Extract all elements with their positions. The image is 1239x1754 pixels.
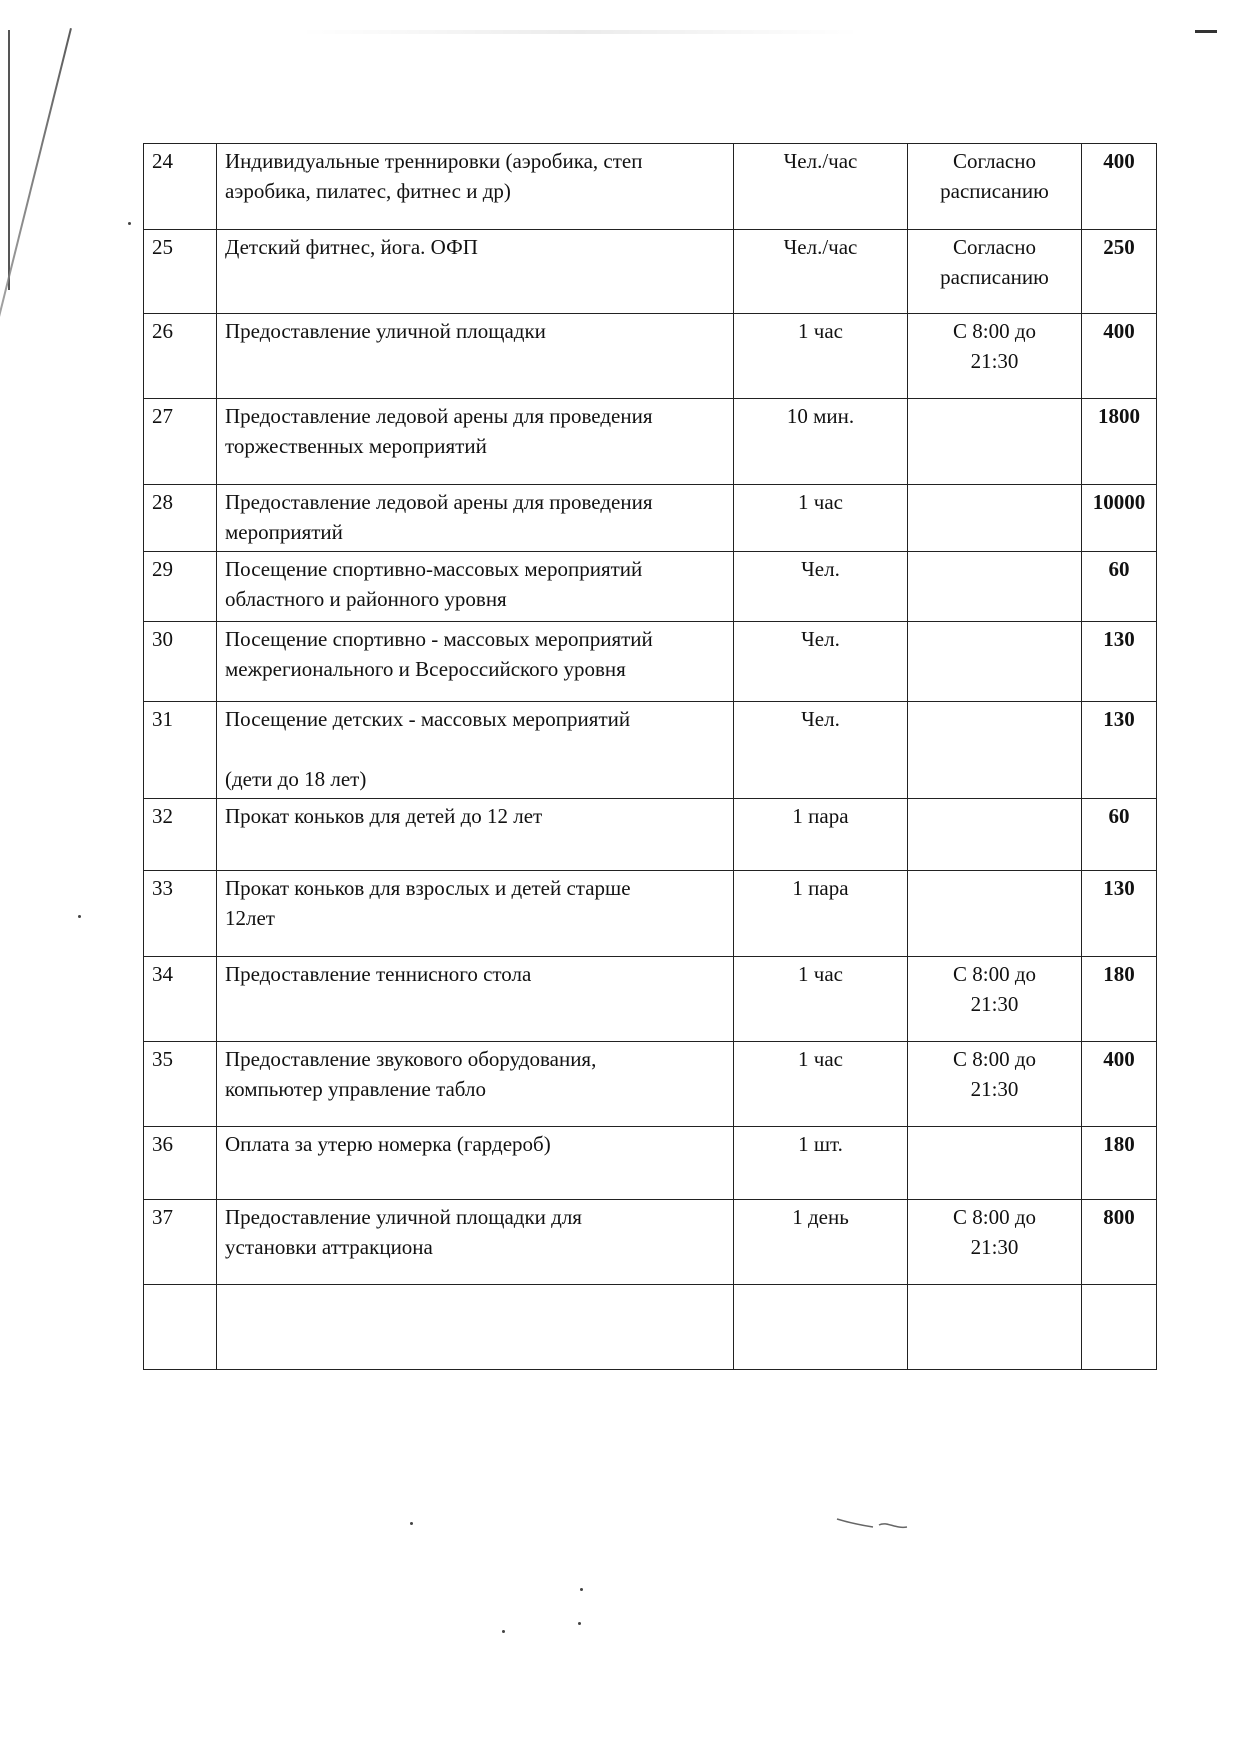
service-name: Предоставление ледовой арены для проведения торжественных мероприятий: [217, 399, 734, 485]
unit: 1 день: [734, 1200, 908, 1285]
service-name: Посещение детских - массовых мероприятий (дети до 18 лет): [217, 702, 734, 799]
price: 400: [1082, 314, 1157, 399]
table-row: [144, 1200, 1157, 1285]
service-name: Предоставление ледовой арены для проведения мероприятий: [217, 485, 734, 552]
table-row: [144, 1042, 1157, 1127]
scan-speck: [128, 222, 131, 225]
unit: Чел.: [734, 622, 908, 702]
schedule: Согласно расписанию: [908, 144, 1082, 230]
scan-diagonal-artifact: [0, 28, 72, 358]
row-number: 34: [144, 957, 217, 1042]
price: 180: [1082, 957, 1157, 1042]
schedule: [908, 871, 1082, 957]
table-row: [144, 144, 1157, 230]
schedule: С 8:00 до 21:30: [908, 1200, 1082, 1285]
unit: 1 час: [734, 957, 908, 1042]
service-name: Посещение спортивно-массовых мероприятий областного и районного уровня: [217, 552, 734, 622]
schedule: [908, 702, 1082, 799]
scan-top-shadow: [300, 30, 860, 34]
row-number: 24: [144, 144, 217, 230]
price: 60: [1082, 552, 1157, 622]
schedule: [908, 552, 1082, 622]
price: 60: [1082, 799, 1157, 871]
row-number: 37: [144, 1200, 217, 1285]
scan-speck: [502, 1630, 505, 1633]
table-row: [144, 702, 1157, 799]
unit: 1 час: [734, 1042, 908, 1127]
schedule: [908, 399, 1082, 485]
price: 10000: [1082, 485, 1157, 552]
row-number: 28: [144, 485, 217, 552]
table-row: [144, 314, 1157, 399]
scan-speck: [578, 1622, 581, 1625]
unit: 1 час: [734, 485, 908, 552]
price: 400: [1082, 1042, 1157, 1127]
scan-speck: [410, 1522, 413, 1525]
table-row: [144, 1127, 1157, 1200]
row-number: 25: [144, 230, 217, 314]
service-name: Посещение спортивно - массовых мероприятий межрегионального и Всероссийского уровня: [217, 622, 734, 702]
service-name: Прокат коньков для взрослых и детей старше 12лет: [217, 871, 734, 957]
unit: 10 мин.: [734, 399, 908, 485]
table-row: [144, 871, 1157, 957]
unit: Чел./час: [734, 230, 908, 314]
unit: 1 пара: [734, 799, 908, 871]
row-number: 29: [144, 552, 217, 622]
price: 1800: [1082, 399, 1157, 485]
scan-speck: [580, 1588, 583, 1591]
schedule: Согласно расписанию: [908, 230, 1082, 314]
price: 130: [1082, 622, 1157, 702]
service-name: Предоставление теннисного стола: [217, 957, 734, 1042]
scan-corner-mark: [1195, 30, 1217, 33]
table-row: [144, 957, 1157, 1042]
unit: 1 пара: [734, 871, 908, 957]
tariff-table: [143, 143, 1157, 1370]
service-name: Прокат коньков для детей до 12 лет: [217, 799, 734, 871]
row-number: [144, 1285, 217, 1370]
scan-speck: [78, 915, 81, 918]
row-number: 31: [144, 702, 217, 799]
service-name: [217, 1285, 734, 1370]
service-name: Оплата за утерю номерка (гардероб): [217, 1127, 734, 1200]
unit: 1 час: [734, 314, 908, 399]
tariff-table-body: [144, 144, 1157, 1370]
price: 130: [1082, 871, 1157, 957]
table-row: [144, 552, 1157, 622]
row-number: 32: [144, 799, 217, 871]
table-row: [144, 485, 1157, 552]
price: 130: [1082, 702, 1157, 799]
unit: Чел./час: [734, 144, 908, 230]
service-name: Предоставление уличной площадки для установки аттракциона: [217, 1200, 734, 1285]
table-row: [144, 799, 1157, 871]
schedule: [908, 1127, 1082, 1200]
row-number: 26: [144, 314, 217, 399]
service-name: Детский фитнес, йога. ОФП: [217, 230, 734, 314]
schedule: [908, 1285, 1082, 1370]
price: 800: [1082, 1200, 1157, 1285]
price: 400: [1082, 144, 1157, 230]
row-number: 30: [144, 622, 217, 702]
row-number: 36: [144, 1127, 217, 1200]
unit: 1 шт.: [734, 1127, 908, 1200]
schedule: С 8:00 до 21:30: [908, 314, 1082, 399]
schedule: [908, 622, 1082, 702]
pen-mark: [835, 1515, 915, 1531]
schedule: [908, 799, 1082, 871]
price: [1082, 1285, 1157, 1370]
scan-edge-artifact: [8, 30, 10, 290]
table-row: [144, 399, 1157, 485]
service-name: Предоставление уличной площадки: [217, 314, 734, 399]
table-row: [144, 230, 1157, 314]
row-number: 27: [144, 399, 217, 485]
service-name: Индивидуальные треннировки (аэробика, степ аэробика, пилатес, фитнес и др): [217, 144, 734, 230]
schedule: С 8:00 до 21:30: [908, 957, 1082, 1042]
schedule: [908, 485, 1082, 552]
row-number: 35: [144, 1042, 217, 1127]
service-name: Предоставление звукового оборудования, компьютер управление табло: [217, 1042, 734, 1127]
unit: Чел.: [734, 702, 908, 799]
price: 180: [1082, 1127, 1157, 1200]
unit: Чел.: [734, 552, 908, 622]
table-row: [144, 622, 1157, 702]
row-number: 33: [144, 871, 217, 957]
schedule: С 8:00 до 21:30: [908, 1042, 1082, 1127]
price: 250: [1082, 230, 1157, 314]
table-row-empty: [144, 1285, 1157, 1370]
unit: [734, 1285, 908, 1370]
